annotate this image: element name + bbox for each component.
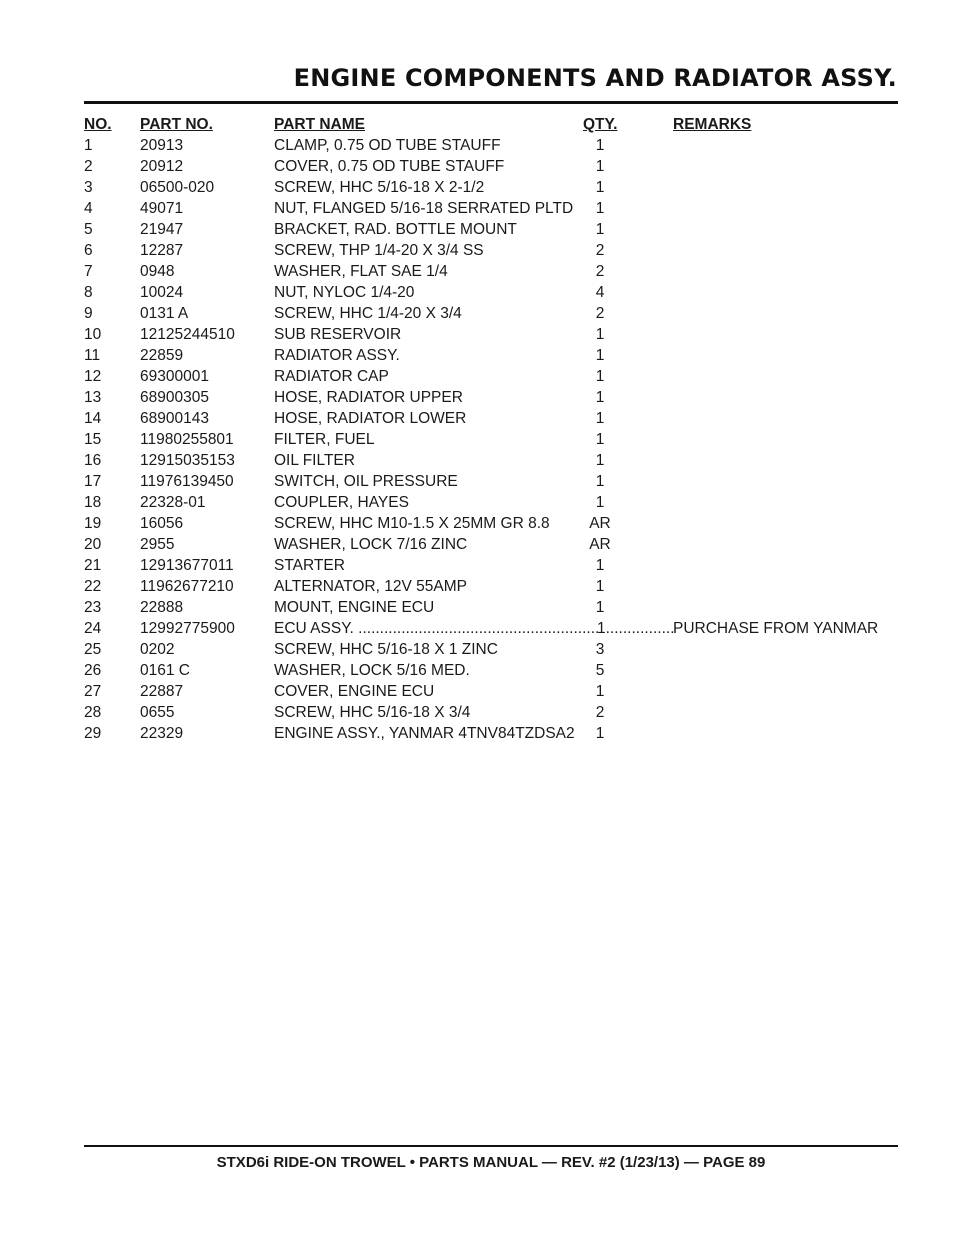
- cell-qty: 1: [595, 221, 605, 238]
- cell-no: 7: [84, 263, 93, 280]
- column-header-part-name: PART NAME: [274, 116, 365, 133]
- table-row: [84, 429, 898, 450]
- cell-part-name: COVER, 0.75 OD TUBE STAUFF: [274, 158, 505, 175]
- cell-no: 23: [84, 599, 102, 616]
- cell-part-name: WASHER, LOCK 5/16 MED.: [274, 662, 470, 679]
- cell-qty: 1: [595, 683, 605, 700]
- column-header-remarks: REMARKS: [673, 116, 752, 133]
- cell-part-name: NUT, NYLOC 1/4-20: [274, 284, 415, 301]
- cell-no: 11: [84, 347, 101, 364]
- cell-part-name: COVER, ENGINE ECU: [274, 683, 435, 700]
- cell-part-name: FILTER, FUEL: [274, 431, 375, 448]
- cell-qty: 1: [595, 410, 605, 427]
- cell-qty: 1: [595, 347, 605, 364]
- cell-no: 6: [84, 242, 93, 259]
- cell-qty: 3: [595, 641, 605, 658]
- cell-no: 15: [84, 431, 102, 448]
- table-row: [84, 513, 898, 534]
- cell-part-no: 22859: [140, 347, 184, 364]
- cell-qty: 4: [595, 284, 605, 301]
- table-row: [84, 240, 898, 261]
- cell-part-name: SCREW, HHC 5/16-18 X 3/4: [274, 704, 471, 721]
- cell-part-name: BRACKET, RAD. BOTTLE MOUNT: [274, 221, 517, 238]
- table-row: [84, 618, 898, 639]
- page-footer: STXD6i RIDE-ON TROWEL • PARTS MANUAL — REV. #2 (1/23/13) — PAGE 89: [216, 1154, 766, 1171]
- cell-no: 19: [84, 515, 102, 532]
- cell-part-name: SCREW, HHC 5/16-18 X 1 ZINC: [274, 641, 498, 658]
- cell-part-no: 11962677210: [140, 578, 234, 595]
- cell-qty: 1: [595, 578, 605, 595]
- cell-no: 16: [84, 452, 102, 469]
- cell-part-name: RADIATOR CAP: [274, 368, 389, 385]
- cell-no: 9: [84, 305, 93, 322]
- cell-no: 18: [84, 494, 102, 511]
- cell-part-no: 22328-01: [140, 494, 206, 511]
- cell-part-no: 11976139450: [140, 473, 234, 490]
- cell-qty: 2: [595, 704, 605, 721]
- cell-no: 5: [84, 221, 93, 238]
- cell-part-name: SCREW, HHC M10-1.5 X 25MM GR 8.8: [274, 515, 550, 532]
- table-row: [84, 681, 898, 702]
- table-row: [84, 576, 898, 597]
- cell-qty: 2: [595, 242, 605, 259]
- column-header-no: NO.: [84, 116, 112, 133]
- title-divider: [84, 101, 898, 104]
- table-row: [84, 177, 898, 198]
- cell-qty: 1: [595, 494, 605, 511]
- table-row: [84, 219, 898, 240]
- table-row: [84, 702, 898, 723]
- cell-part-no: 68900305: [140, 389, 209, 406]
- cell-part-name: HOSE, RADIATOR UPPER: [274, 389, 463, 406]
- cell-part-no: 20913: [140, 137, 184, 154]
- table-row: [84, 471, 898, 492]
- cell-part-no: 68900143: [140, 410, 209, 427]
- table-row: [84, 366, 898, 387]
- cell-qty: 1: [595, 431, 605, 448]
- table-row: [84, 282, 898, 303]
- table-row: [84, 450, 898, 471]
- cell-part-name: SCREW, HHC 1/4-20 X 3/4: [274, 305, 462, 322]
- parts-table: [84, 114, 898, 744]
- cell-no: 2: [84, 158, 93, 175]
- cell-qty: 1: [595, 200, 605, 217]
- cell-no: 24: [84, 620, 102, 637]
- table-row: [84, 387, 898, 408]
- cell-part-name: SCREW, THP 1/4-20 X 3/4 SS: [274, 242, 484, 259]
- cell-part-name: OIL FILTER: [274, 452, 355, 469]
- cell-qty: 1: [595, 158, 605, 175]
- cell-part-name: SUB RESERVOIR: [274, 326, 402, 343]
- cell-part-name: MOUNT, ENGINE ECU: [274, 599, 435, 616]
- cell-part-no: 49071: [140, 200, 184, 217]
- cell-qty: 1: [595, 368, 605, 385]
- table-row: [84, 597, 898, 618]
- cell-part-name: RADIATOR ASSY.: [274, 347, 400, 364]
- table-row: [84, 198, 898, 219]
- cell-qty: 2: [595, 263, 605, 280]
- cell-part-name: ENGINE ASSY., YANMAR 4TNV84TZDSA2: [274, 725, 575, 742]
- cell-part-name: SWITCH, OIL PRESSURE: [274, 473, 458, 490]
- cell-part-name: COUPLER, HAYES: [274, 494, 409, 511]
- table-row: [84, 345, 898, 366]
- cell-no: 22: [84, 578, 102, 595]
- column-header-part-no: PART NO.: [140, 116, 213, 133]
- table-row: [84, 660, 898, 681]
- cell-qty: 1: [595, 473, 605, 490]
- cell-part-no: 0131 A: [140, 305, 189, 322]
- cell-no: 4: [84, 200, 93, 217]
- table-row: [84, 534, 898, 555]
- cell-no: 8: [84, 284, 93, 301]
- cell-qty: 1: [595, 452, 605, 469]
- cell-part-no: 0655: [140, 704, 175, 721]
- cell-part-no: 0948: [140, 263, 175, 280]
- cell-remarks: PURCHASE FROM YANMAR: [673, 620, 879, 637]
- cell-part-no: 12913677011: [140, 557, 234, 574]
- cell-part-no: 12125244510: [140, 326, 235, 343]
- cell-no: 21: [84, 557, 102, 574]
- table-row: [84, 723, 898, 744]
- cell-part-name: ECU ASSY. ........................................................: [274, 620, 600, 637]
- cell-part-no: 0202: [140, 641, 175, 658]
- table-row: [84, 156, 898, 177]
- cell-qty: 1: [595, 389, 605, 406]
- page-title: ENGINE COMPONENTS AND RADIATOR ASSY.: [293, 64, 897, 92]
- table-row: [84, 135, 898, 156]
- cell-part-name: CLAMP, 0.75 OD TUBE STAUFF: [274, 137, 501, 154]
- cell-part-no: 16056: [140, 515, 184, 532]
- cell-part-name: NUT, FLANGED 5/16-18 SERRATED PLTD: [274, 200, 574, 217]
- cell-part-name: SCREW, HHC 5/16-18 X 2-1/2: [274, 179, 485, 196]
- table-row: [84, 408, 898, 429]
- cell-no: 25: [84, 641, 102, 658]
- cell-no: 26: [84, 662, 102, 679]
- cell-part-name: WASHER, FLAT SAE 1/4: [274, 263, 448, 280]
- cell-no: 29: [84, 725, 102, 742]
- cell-part-name: HOSE, RADIATOR LOWER: [274, 410, 467, 427]
- cell-part-no: 21947: [140, 221, 184, 238]
- cell-no: 14: [84, 410, 102, 427]
- cell-part-no: 12992775900: [140, 620, 235, 637]
- cell-part-no: 22888: [140, 599, 184, 616]
- cell-part-name: WASHER, LOCK 7/16 ZINC: [274, 536, 468, 553]
- table-row: [84, 639, 898, 660]
- cell-qty: 1: [595, 557, 605, 574]
- cell-no: 20: [84, 536, 102, 553]
- cell-part-no: 12915035153: [140, 452, 235, 469]
- table-row: [84, 303, 898, 324]
- cell-qty: AR: [589, 515, 611, 532]
- cell-part-no: 69300001: [140, 368, 209, 385]
- cell-part-name: ALTERNATOR, 12V 55AMP: [274, 578, 467, 595]
- cell-part-no: 06500-020: [140, 179, 215, 196]
- cell-part-no: 20912: [140, 158, 184, 175]
- cell-qty: 1: [595, 179, 605, 196]
- table-row: [84, 324, 898, 345]
- footer-divider: [84, 1145, 898, 1147]
- cell-no: 13: [84, 389, 102, 406]
- column-header-qty: QTY.: [583, 116, 618, 133]
- cell-qty: 2: [595, 305, 605, 322]
- cell-part-no: 2955: [140, 536, 175, 553]
- cell-qty: 1................: [597, 620, 675, 637]
- table-header: [84, 114, 898, 135]
- table-row: [84, 261, 898, 282]
- cell-no: 1: [84, 137, 93, 154]
- cell-qty: 1: [595, 725, 605, 742]
- cell-no: 27: [84, 683, 102, 700]
- cell-no: 3: [84, 179, 93, 196]
- cell-part-no: 22887: [140, 683, 184, 700]
- cell-qty: 1: [595, 599, 605, 616]
- table-body: [84, 135, 898, 744]
- table-row: [84, 492, 898, 513]
- cell-part-no: 22329: [140, 725, 184, 742]
- cell-part-no: 0161 C: [140, 662, 190, 679]
- cell-part-no: 10024: [140, 284, 184, 301]
- cell-no: 10: [84, 326, 102, 343]
- cell-part-no: 11980255801: [140, 431, 234, 448]
- table-row: [84, 555, 898, 576]
- cell-part-no: 12287: [140, 242, 184, 259]
- cell-qty: 5: [595, 662, 605, 679]
- cell-qty: AR: [589, 536, 611, 553]
- cell-no: 17: [84, 473, 102, 490]
- cell-no: 12: [84, 368, 102, 385]
- cell-qty: 1: [595, 326, 605, 343]
- cell-no: 28: [84, 704, 102, 721]
- cell-part-name: STARTER: [274, 557, 345, 574]
- cell-qty: 1: [595, 137, 605, 154]
